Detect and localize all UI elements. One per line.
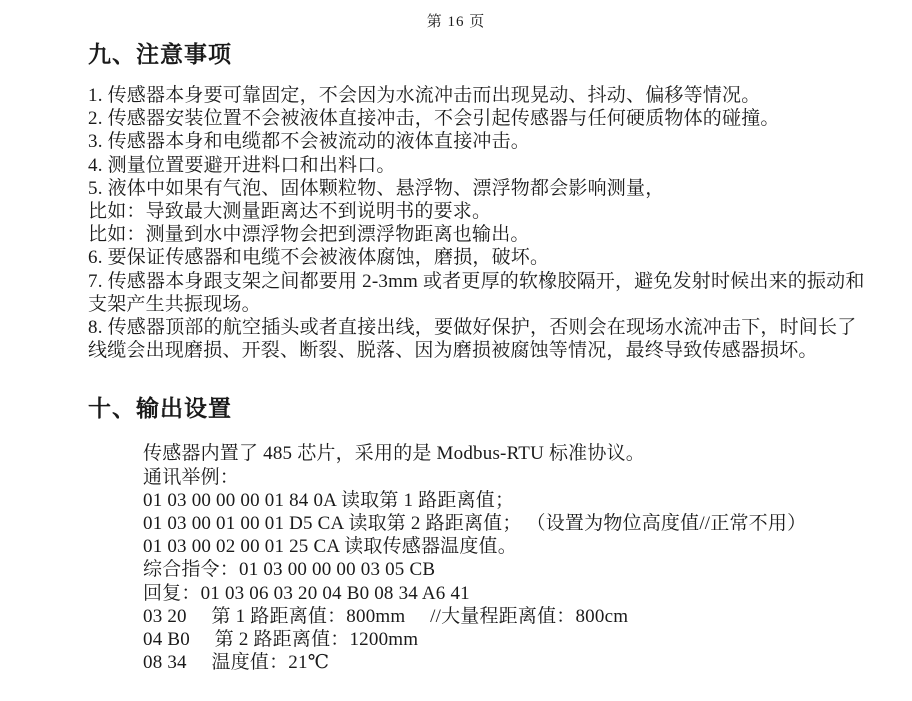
reply-field-temperature: 08 34 温度值：21℃ [143, 652, 330, 674]
modbus-combined-command: 综合指令：01 03 00 00 00 03 05 CB [143, 559, 436, 581]
precaution-line-3: 3. 传感器本身和电缆都不会被流动的液体直接冲击。 [88, 131, 531, 153]
output-example-label: 通讯举例： [143, 466, 240, 488]
precaution-example-line-1: 比如：导致最大测量距离达不到说明书的要求。 [88, 201, 492, 223]
reply-field-distance-1: 03 20 第 1 路距离值：800mm //大量程距离值：800cm [143, 605, 629, 627]
modbus-reply-line: 回复：01 03 06 03 20 04 B0 08 34 A6 41 [143, 582, 470, 604]
page-number: 第 16 页 [426, 14, 486, 30]
precaution-line-8-continued: 线缆会出现磨损、开裂、断裂、脱落、因为磨损被腐蚀等情况，最终导致传感器损坏。 [88, 340, 818, 362]
precaution-example-line-2: 比如：测量到水中漂浮物会把到漂浮物距离也输出。 [88, 224, 530, 246]
precaution-line-1: 1. 传感器本身要可靠固定，不会因为水流冲击而出现晃动、抖动、偏移等情况。 [88, 85, 761, 106]
precaution-line-2: 2. 传感器安装位置不会被液体直接冲击，不会引起传感器与任何硬质物体的碰撞。 [88, 108, 780, 130]
section-output-settings-heading: 十、输出设置 [88, 396, 232, 422]
output-intro-line: 传感器内置了 485 芯片，采用的是 Modbus-RTU 标准协议。 [143, 443, 645, 465]
modbus-command-line-1: 01 03 00 00 00 01 84 0A 读取第 1 路距离值； [143, 489, 515, 511]
precaution-line-5: 5. 液体中如果有气泡、固体颗粒物、悬浮物、漂浮物都会影响测量， [88, 177, 665, 199]
modbus-command-line-3: 01 03 00 02 00 01 25 CA 读取传感器温度值。 [143, 536, 517, 558]
section-output-settings-body [143, 442, 912, 674]
precaution-line-8: 8. 传感器顶部的航空插头或者直接出线，要做好保护，否则会在现场水流冲击下，时间长了 [88, 317, 857, 339]
precaution-line-4: 4. 测量位置要避开进料口和出料口。 [88, 154, 396, 176]
reply-field-distance-2: 04 B0 第 2 路距离值：1200mm [143, 629, 419, 651]
precaution-line-7: 7. 传感器本身跟支架之间都要用 2-3mm 或者更厚的软橡胶隔开，避免发射时候出来的振动和 [88, 270, 865, 292]
section-precautions-body [88, 84, 912, 362]
precaution-line-6: 6. 要保证传感器和电缆不会被液体腐蚀，磨损，破坏。 [88, 247, 550, 269]
modbus-command-line-2: 01 03 00 01 00 01 D5 CA 读取第 2 路距离值； （设置为物位高度值//正常不用） [143, 513, 807, 535]
precaution-line-7-continued: 支架产生共振现场。 [88, 293, 261, 315]
section-precautions-heading: 九、注意事项 [88, 42, 232, 67]
